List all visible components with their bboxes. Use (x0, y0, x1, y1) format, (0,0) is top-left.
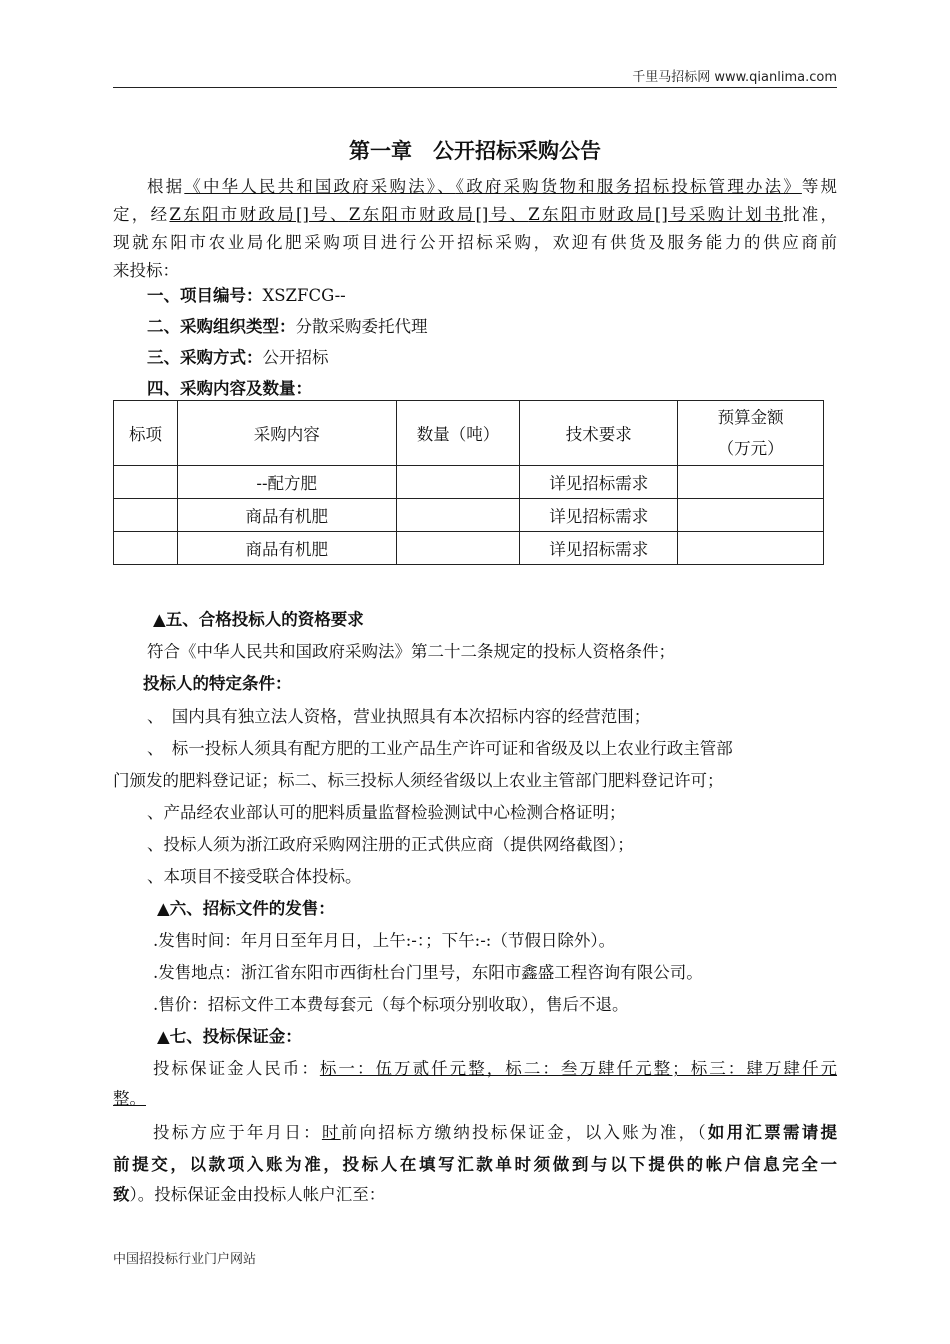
cell-lot (114, 466, 178, 499)
table-row (114, 466, 824, 499)
header-rule (113, 87, 837, 88)
condition-1: 、 国内具有独立法人资格，营业执照具有本次招标内容的经营范围； (147, 707, 651, 726)
condition-3: 、产品经农业部认可的肥料质量监督检验测试中心检测合格证明； (147, 803, 626, 822)
cell-lot (114, 532, 178, 565)
item-content-qty (147, 379, 871, 399)
header-lot: 标项 (114, 401, 178, 466)
deposit-line-end (113, 1089, 837, 1109)
cell-budget (678, 532, 824, 565)
payment-text: 前向招标方缴纳投标保证金，以入账为准，（ (340, 1123, 708, 1142)
doc-reference: Z东阳市财政局[]号、 (169, 205, 349, 224)
footer-text: 中国招投标行业门户网站 (113, 1252, 257, 1267)
item-label: 三、采购方式： (147, 348, 263, 367)
page-title: 第一章 公开招标采购公告 (349, 139, 601, 163)
cell-quantity (396, 499, 520, 532)
intro-text: 根据 (147, 177, 185, 196)
payment-time: 时 (321, 1123, 341, 1142)
cell-tech: 详见招标需求 (520, 466, 678, 499)
payment-text: 投标方应于年月日： (153, 1123, 322, 1142)
sale-time: .发售时间：年月日至年月日，上午:-：；下午:-:（节假日除外）。 (153, 931, 616, 950)
item-value: 公开招标 (262, 348, 329, 367)
budget-unit: （万元） (717, 439, 784, 458)
item-label: 二、采购组织类型： (147, 317, 296, 336)
cell-tech: 详见招标需求 (520, 532, 678, 565)
cell-content: 商品有机肥 (177, 499, 396, 532)
section5-heading: ▲五、合格投标人的资格要求 (153, 610, 364, 629)
condition-2b: 门颁发的肥料登记证；标二、标三投标人须经省级以上农业主管部门肥料登记许可； (113, 771, 724, 790)
table-row (114, 532, 824, 565)
doc-reference: Z东阳市财政局[]号采购计划书 (528, 205, 783, 224)
header-tech: 技术要求 (520, 401, 678, 466)
payment-note: 如用汇票需请提 (707, 1123, 838, 1142)
law-reference: 《政府采购货物和服务招标投标管理办法》 (455, 177, 802, 196)
table-header-row (114, 401, 824, 466)
section6-heading: ▲六、招标文件的发售： (157, 899, 335, 918)
payment-line-2: 前提交，以款项入账为准，投标人在填写汇款单时须做到与以下提供的帐户信息完全一 (113, 1155, 837, 1174)
cell-lot (114, 499, 178, 532)
table-row (114, 499, 824, 532)
intro-text: 等规 (801, 177, 838, 196)
cell-budget (678, 466, 824, 499)
cell-quantity (396, 466, 520, 499)
sale-place: .发售地点：浙江省东阳市西街杜台门里号，东阳市鑫盛工程咨询有限公司。 (153, 963, 703, 982)
payment-line-1 (113, 1123, 837, 1143)
cell-budget (678, 499, 824, 532)
section5-subheading: 投标人的特定条件： (143, 674, 292, 693)
doc-reference: Z东阳市财政局[]号、 (348, 205, 529, 224)
item-method (147, 348, 871, 368)
cell-tech: 详见招标需求 (520, 499, 678, 532)
condition-5: 、本项目不接受联合体投标。 (147, 867, 362, 886)
payment-note: 致 (113, 1185, 130, 1204)
procurement-table (113, 400, 824, 565)
section5-text: 符合《中华人民共和国政府采购法》第二十二条规定的投标人资格条件； (147, 642, 675, 661)
item-label: 四、采购内容及数量： (147, 379, 312, 398)
header-site: 千里马招标网 www.qianlima.com (632, 70, 837, 85)
law-reference: 《中华人民共和国政府采购法》、 (184, 177, 456, 196)
deposit-amount: 标一：伍万贰仟元整，标二：叁万肆仟元整；标三：肆万肆仟元 (319, 1059, 838, 1078)
deposit-amount-end: 整。 (113, 1089, 146, 1108)
deposit-line (113, 1059, 837, 1079)
cell-quantity (396, 532, 520, 565)
item-org-type (147, 317, 871, 337)
intro-line-1 (113, 177, 837, 197)
budget-label: 预算金额 (717, 408, 784, 427)
deposit-label: 投标保证金人民币： (153, 1059, 320, 1078)
section7-heading: ▲七、投标保证金： (157, 1027, 302, 1046)
intro-text: 批准， (782, 205, 838, 224)
item-value: 分散采购委托代理 (295, 317, 428, 336)
payment-text: ）。投标保证金由投标人帐户汇至： (129, 1185, 386, 1204)
condition-4: 、投标人须为浙江政府采购网注册的正式供应商（提供网络截图）； (147, 835, 634, 854)
intro-line-4: 来投标： (113, 261, 179, 280)
intro-text: 定，经 (113, 205, 170, 224)
payment-line-3 (113, 1185, 837, 1205)
cell-content: --配方肥 (177, 466, 396, 499)
item-project-number (147, 286, 871, 306)
intro-line-3: 现就东阳市农业局化肥采购项目进行公开招标采购，欢迎有供货及服务能力的供应商前 (113, 233, 837, 252)
intro-line-2 (113, 205, 837, 225)
cell-content: 商品有机肥 (177, 532, 396, 565)
header-quantity: 数量（吨） (396, 401, 520, 466)
item-label: 一、项目编号： (147, 286, 263, 305)
header-budget (678, 401, 824, 466)
condition-2a: 、 标一投标人须具有配方肥的工业产品生产许可证和省级及以上农业行政主管部 (147, 739, 733, 758)
header-content: 采购内容 (177, 401, 396, 466)
sale-price: .售价：招标文件工本费每套元（每个标项分别收取），售后不退。 (153, 995, 629, 1014)
item-value: XSZFCG-- (262, 286, 346, 305)
